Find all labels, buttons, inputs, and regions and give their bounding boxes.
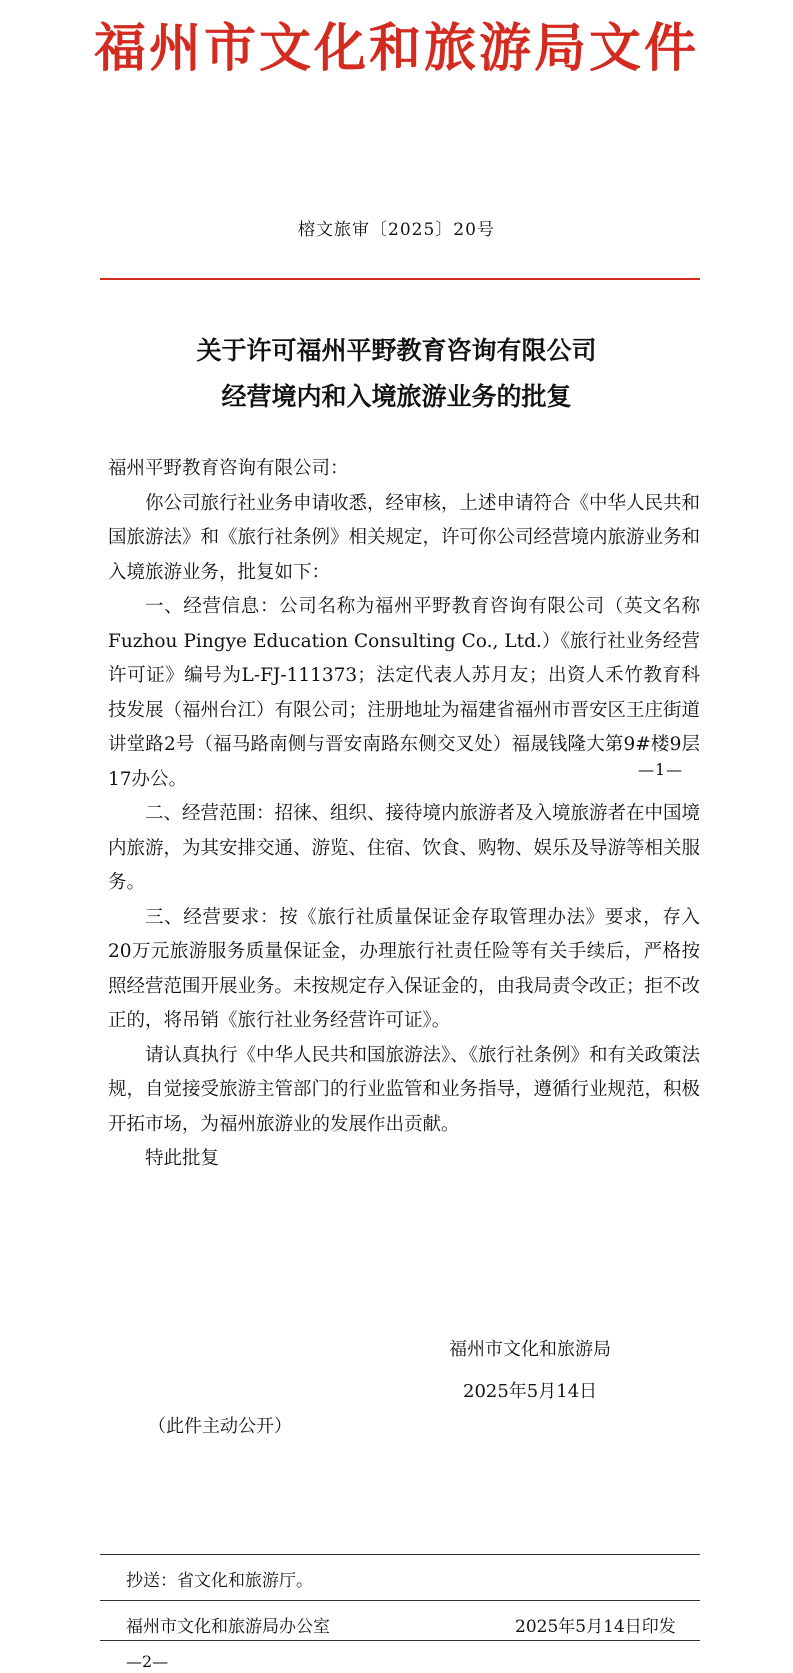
signature-date: 2025年5月14日 bbox=[463, 1381, 598, 1402]
cc-line: 抄送：省文化和旅游厅。 bbox=[126, 1571, 313, 1591]
paragraph-business-requirements: 三、经营要求：按《旅行社质量保证金存取管理办法》要求，存入20万元旅游服务质量保证金，办理旅行社责任险等有关手续后，严格按照经营范围开展业务。未按规定存入保证金的，由我局责令改正；拒不改正的，将吊销《旅行社业务经营许可证》。 bbox=[108, 906, 701, 1031]
paragraph-business-info: 一、经营信息：公司名称为福州平野教育咨询有限公司（英文名称Fuzhou Pingye Education Consulting Co., Ltd.）《旅行社业务经营许可证》编号为L-FJ-111373；法定代表人苏月友；出资人禾竹教育科技发展（福州台江）有限公司；注册地址为福建省福州市晋安区王庄街道讲堂路2号（福马路南侧与晋安南路东侧交叉处）福晟钱隆大第9#楼9层17办公。 bbox=[108, 596, 701, 790]
title-line-2: 经营境内和入境旅游业务的批复 bbox=[221, 382, 572, 411]
document-number: 榕文旅审〔2025〕20号 bbox=[298, 220, 495, 240]
signature-org: 福州市文化和旅游局 bbox=[449, 1339, 611, 1360]
footer-rule-bottom bbox=[100, 1640, 700, 1641]
footer-rule-top bbox=[100, 1554, 700, 1555]
footer-rule-middle bbox=[100, 1600, 700, 1601]
page-number-2: —2— bbox=[126, 1652, 169, 1671]
page-number-1: —1— bbox=[638, 760, 684, 779]
paragraph-compliance: 请认真执行《中华人民共和国旅游法》、《旅行社条例》和有关政策法规，自觉接受旅游主管部门的行业监管和业务指导，遵循行业规范，积极开拓市场，为福州旅游业的发展作出贡献。 bbox=[108, 1044, 701, 1135]
red-divider bbox=[100, 278, 700, 280]
print-date: 2025年5月14日印发 bbox=[515, 1617, 676, 1637]
issuing-office: 福州市文化和旅游局办公室 bbox=[126, 1617, 330, 1637]
public-note: （此件主动公开） bbox=[148, 1416, 292, 1437]
title-line-1: 关于许可福州平野教育咨询有限公司 bbox=[196, 336, 597, 365]
document-title bbox=[0, 328, 793, 420]
salutation: 福州平野教育咨询有限公司： bbox=[108, 458, 349, 479]
document-body bbox=[108, 452, 700, 1177]
document-masthead: 福州市文化和旅游局文件 bbox=[93, 18, 699, 79]
paragraph-closing: 特此批复 bbox=[145, 1148, 220, 1169]
paragraph-intro: 你公司旅行社业务申请收悉，经审核，上述申请符合《中华人民共和国旅游法》和《旅行社条例》相关规定，许可你公司经营境内旅游业务和入境旅游业务，批复如下： bbox=[108, 492, 701, 583]
paragraph-business-scope: 二、经营范围：招徕、组织、接待境内旅游者及入境旅游者在中国境内旅游，为其安排交通、游览、住宿、饮食、购物、娱乐及导游等相关服务。 bbox=[108, 803, 701, 893]
